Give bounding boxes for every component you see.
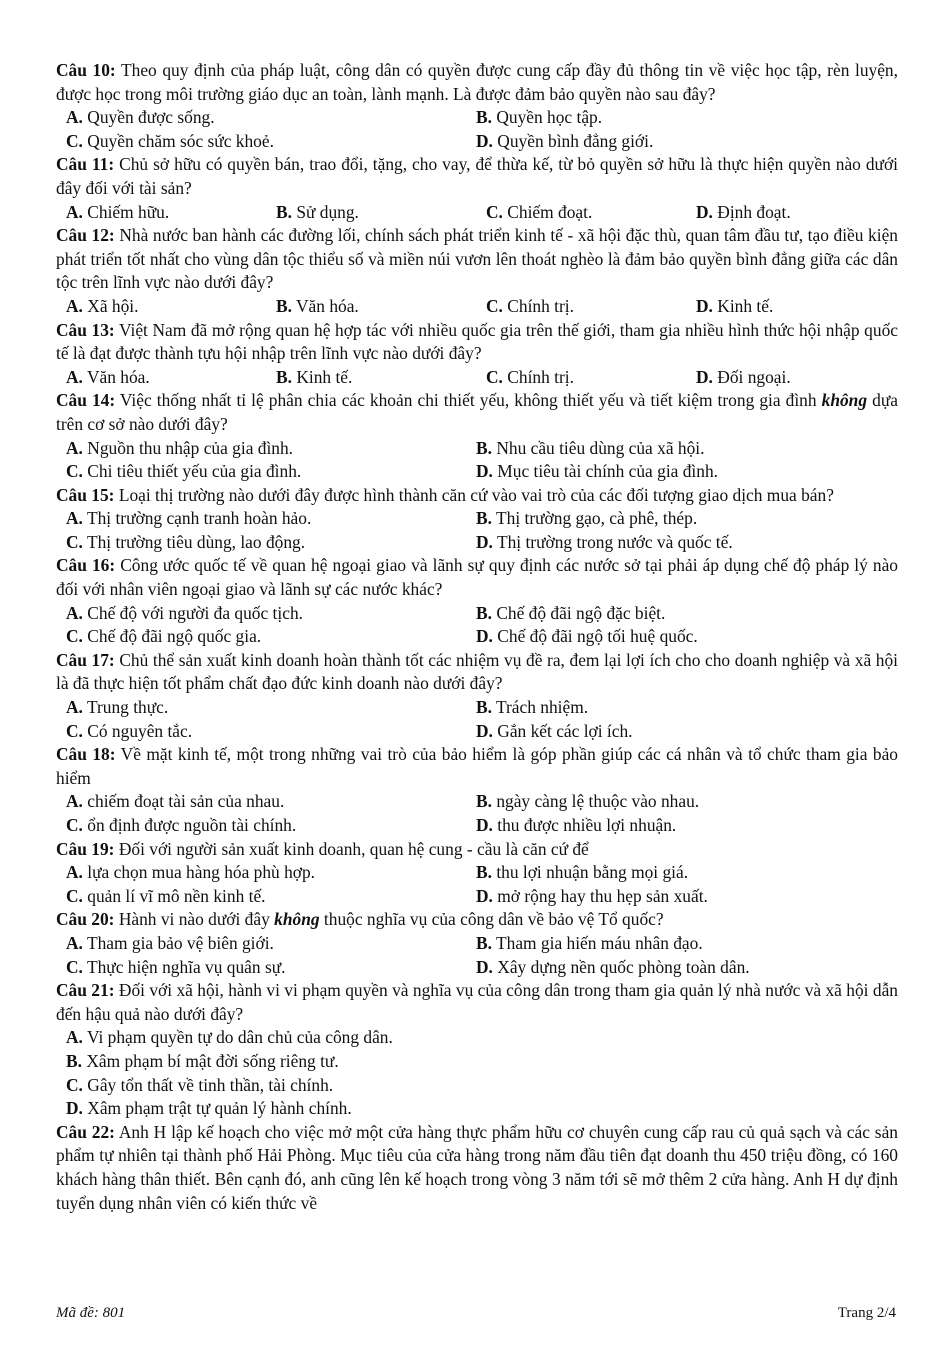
options-18: A. chiếm đoạt tài sản của nhau. B. ngày càng lệ thuộc vào nhau. xyxy=(66,791,700,812)
options-14: A. Nguồn thu nhập của gia đình. B. Nhu cầu tiêu dùng của xã hội. xyxy=(66,437,705,458)
question-10: Câu 10: Theo quy định của pháp luật, công dân có quyền được cung cấp đầy đủ thông tin về việc học tập, rèn luyện, được học trong môi trường giáo dục an toàn, lành mạnh. Là được đảm bảo quyền nào sau đây? xyxy=(56,60,898,104)
question-20: Câu 20: Hành vi nào dưới đây không thuộc nghĩa vụ của công dân về bảo vệ Tổ quốc? xyxy=(56,909,664,930)
question-16: Câu 16: Công ước quốc tế về quan hệ ngoại giao và lãnh sự quy định các nước sở tại phải áp dụng chế độ pháp lý nào đối với nhân viên ngoại giao và lãnh sự các nước khác? xyxy=(56,555,898,600)
page-footer xyxy=(56,1305,896,1322)
options-15: A. Thị trường cạnh tranh hoàn hảo. B. Thị trường gạo, cà phê, thép. xyxy=(66,508,698,529)
options-11: A. Chiếm hữu. B. Sử dụng. C. Chiếm đoạt. D. Định đoạt. xyxy=(66,201,791,222)
question-11: Câu 11: Chủ sở hữu có quyền bán, trao đổi, tặng, cho vay, để thừa kế, từ bỏ quyền sở hữu là thực hiện quyền nào dưới đây đối với tài sản? xyxy=(56,154,899,198)
options-17: A. Trung thực. B. Trách nhiệm. xyxy=(66,697,589,718)
options-13: A. Văn hóa. B. Kinh tế. C. Chính trị. D. Đối ngoại. xyxy=(66,366,791,387)
question-14: Câu 14: Việc thống nhất tỉ lệ phân chia các khoản chi thiết yếu, không thiết yếu và tiết kiệm trong gia đình không dựa trên cơ sở nào dưới đây? xyxy=(56,390,898,434)
options-20: A. Tham gia bảo vệ biên giới. B. Tham gia hiến máu nhân đạo. xyxy=(66,932,703,953)
question-21: Câu 21: Đối với xã hội, hành vi vi phạm quyền và nghĩa vụ của công dân trong tham gia quản lý nhà nước và xã hội dẫn đến hậu quả nào dưới đây? xyxy=(56,980,898,1024)
options-21: A. Vi phạm quyền tự do dân chủ của công dân. B. Xâm phạm bí mật đời sống riêng tư. C. Gây tổn thất về tinh thần, tài chính. D. Xâm phạm trật tự quản lý hành chính. xyxy=(66,1027,393,1119)
options-10: A. Quyền được sống. B. Quyền học tập. xyxy=(66,107,603,128)
question-17: Câu 17: Chủ thể sản xuất kinh doanh hoàn thành tốt các nhiệm vụ đề ra, đem lại lợi ích cho cho doanh nghiệp và xã hội là đã thực hiện tốt phẩm chất đạo đức kinh doanh nào dưới đây? xyxy=(56,649,898,694)
page-number: Trang 2/4 xyxy=(837,1305,896,1321)
question-18: Câu 18: Về mặt kinh tế, một trong những vai trò của bảo hiểm là góp phần giúp các cá nhân và tổ chức tham gia bảo hiểm xyxy=(56,744,898,788)
question-22: Câu 22: Anh H lập kế hoạch cho việc mở một cửa hàng thực phẩm hữu cơ chuyên cung cấp rau củ quả sạch và các sản phẩm tự nhiên tại thành phố Hải Phòng. Mục tiêu của cửa hàng trong năm đầu tiên đạt doanh thu 450 triệu đồng, có 160 khách hàng thân thiết. Bên cạnh đó, anh cũng lên kế hoạch trong vòng 3 năm tới sẽ mở thêm 2 cửa hàng. Anh H dự định tuyển dụng nhân viên có kiến thức về xyxy=(56,1121,898,1213)
options-19: A. lựa chọn mua hàng hóa phù hợp. B. thu lợi nhuận bằng mọi giá. xyxy=(66,862,689,883)
question-19: Câu 19: Đối với người sản xuất kinh doanh, quan hệ cung - cầu là căn cứ để xyxy=(56,838,589,859)
exam-code: Mã đề: 801 xyxy=(56,1305,126,1321)
options-16: A. Chế độ với người đa quốc tịch. B. Chế độ đãi ngộ đặc biệt. xyxy=(66,602,666,623)
exam-page: Câu 10: Theo quy định của pháp luật, công dân có quyền được cung cấp đầy đủ thông tin về việc học tập, rèn luyện, được học trong môi trường giáo dục an toàn, lành mạnh. Là được đảm bảo quyền nào sau đây? A. Quyền được sống. B. Quyền học tập. C. Quyền chăm sóc sức khoẻ. D. Quyền bình đẳng giới. Câu 11: Chủ sở hữu có quyền bán, trao đổi, tặng, cho vay, để thừa kế, từ bỏ quyền sở hữu là thực hiện quyền nào dưới đây đối với tài sản? A. Chiếm hữu. B. Sử dụng. C. Chiếm đoạt. D. Định đoạt. Câu 12: Nhà nước ban hành các đường lối, chính sách phát triển kinh tế - xã hội đặc thù, quan tâm đầu tư, tạo điều kiện phát triển tốt nhất cho vùng dân tộc thiểu số và miền núi vươn lên thoát nghèo là đảm bảo quyền bình đẳng giữa các dân tộc trên lĩnh vực nào dưới đây? A. Xã hội. B. Văn hóa. C. Chính trị. D. Kinh tế. Câu 13: Việt Nam đã mở rộng quan hệ hợp tác với nhiều quốc gia trên thế giới, tham gia nhiều hình thức hội nhập quốc tế là đạt được thành tựu hội nhập trên lĩnh vực nào dưới đây? A. Văn hóa. B. Kinh tế. C. Chính trị. D. Đối ngoại. Câu 14: Việc thống nhất tỉ lệ phân chia các khoản chi thiết yếu, không thiết yếu và tiết kiệm trong gia đình không dựa trên cơ sở nào dưới đây? A. Nguồn thu nhập của gia đình. B. Nhu cầu tiêu dùng của xã hội. C. Chi tiêu thiết yếu của gia đình. D. Mục tiêu tài chính của gia đình. Câu 15: Loại thị trường nào dưới đây được hình thành căn cứ vào vai trò của các đối tượng giao dịch mua bán? A. Thị trường cạnh tranh hoàn hảo. B. Thị trường gạo, cà phê, thép. C. Thị trường tiêu dùng, lao động. D. Thị trường trong nước và quốc tế. Câu 16: Công ước quốc tế về quan hệ ngoại giao và lãnh sự quy định các nước sở tại phải áp dụng chế độ pháp lý nào đối với nhân viên ngoại giao và lãnh sự các nước khác? A. Chế độ với người đa quốc tịch. B. Chế độ đãi ngộ đặc biệt. C. Chế độ đãi ngộ quốc gia. D. Chế độ đãi ngộ tối huệ quốc. Câu 17: Chủ thể sản xuất kinh doanh hoàn thành tốt các nhiệm vụ đề ra, đem lại lợi ích cho cho doanh nghiệp và xã hội là đã thực hiện tốt phẩm chất đạo đức kinh doanh nào dưới đây? A. Trung thực. B. Trách nhiệm. C. Có nguyên tắc. D. Gắn kết các lợi ích. Câu 18: Về mặt kinh tế, một trong những vai trò của bảo hiểm là góp phần giúp các cá nhân và tổ chức tham gia bảo hiểm A. chiếm đoạt tài sản của nhau. B. ngày càng lệ thuộc vào nhau. C. ổn định được nguồn tài chính. D. thu được nhiều lợi nhuận. Câu 19: Đối với người sản xuất kinh doanh, quan hệ cung - cầu là căn cứ để A. lựa chọn mua hàng hóa phù hợp. B. thu lợi nhuận bằng mọi giá. C. quản lí vĩ mô nền kinh tế. D. mở rộng hay thu hẹp sản xuất. Câu 20: Hành vi nào dưới đây không thuộc nghĩa vụ của công dân về bảo vệ Tổ quốc? A. Tham gia bảo vệ biên giới. B. Tham gia hiến máu nhân đạo. C. Thực hiện nghĩa vụ quân sự. D. Xây dựng nền quốc phòng toàn dân. Câu 21: Đối với xã hội, hành vi vi phạm quyền và nghĩa vụ của công dân trong tham gia quản lý nhà nước và xã hội dẫn đến hậu quả nào dưới đây? A. Vi phạm quyền tự do dân chủ của công dân. B. Xâm phạm bí mật đời sống riêng tư. C. Gây tổn thất về tinh thần, tài chính. D. Xâm phạm trật tự quản lý hành chính. Câu 22: Anh H lập kế hoạch cho việc mở một cửa hàng thực phẩm hữu cơ chuyên cung cấp rau củ quả sạch và các sản phẩm tự nhiên tại thành phố Hải Phòng. Mục tiêu của cửa hàng trong năm đầu tiên đạt doanh thu 450 triệu đồng, có 160 khách hàng thân thiết. Bên cạnh đó, anh cũng lên kế hoạch trong vòng 3 năm tới sẽ mở thêm 2 cửa hàng. Anh H dự định tuyển dụng nhân viên có kiến thức về xyxy=(56,59,898,1215)
question-12: Câu 12: Nhà nước ban hành các đường lối, chính sách phát triển kinh tế - xã hội đặc thù, quan tâm đầu tư, tạo điều kiện phát triển tốt nhất cho vùng dân tộc thiểu số và miền núi vươn lên thoát nghèo là đảm bảo quyền bình đẳng giữa các dân tộc trên lĩnh vực nào dưới đây? xyxy=(56,225,898,293)
options-12: A. Xã hội. B. Văn hóa. C. Chính trị. D. Kinh tế. xyxy=(66,295,774,316)
question-13: Câu 13: Việt Nam đã mở rộng quan hệ hợp tác với nhiều quốc gia trên thế giới, tham gia nhiều hình thức hội nhập quốc tế là đạt được thành tựu hội nhập trên lĩnh vực nào dưới đây? xyxy=(56,319,898,364)
question-15: Câu 15: Loại thị trường nào dưới đây được hình thành căn cứ vào vai trò của các đối tượng giao dịch mua bán? xyxy=(56,484,834,505)
